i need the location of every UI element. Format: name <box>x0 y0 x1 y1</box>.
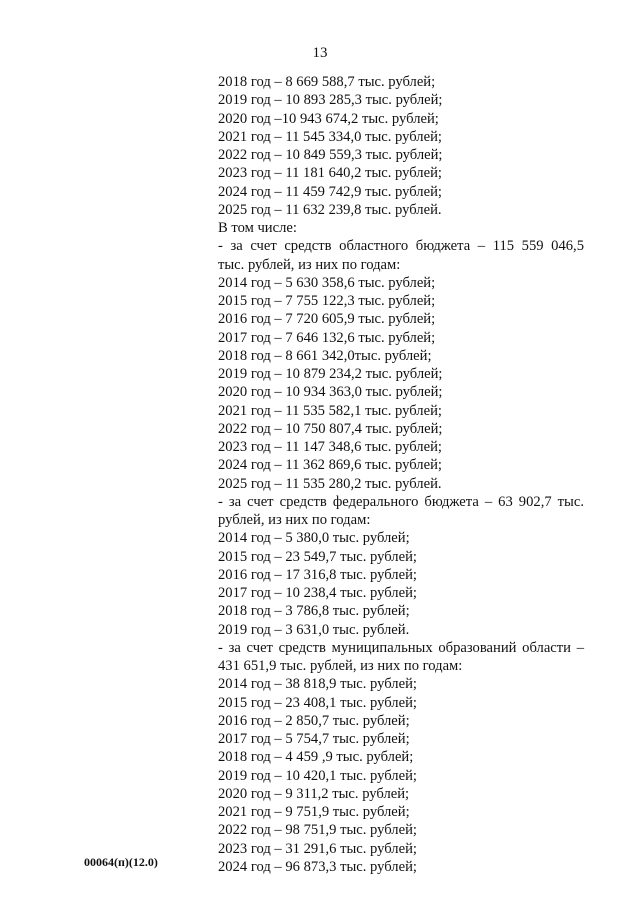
text-line: 2014 год – 5 630 358,6 тыс. рублей; <box>218 274 436 291</box>
text-line: 2015 год – 7 755 122,3 тыс. рублей; <box>218 293 436 309</box>
document-code: 00064(п)(12.0) <box>84 855 158 869</box>
text-line: 2017 год – 5 754,7 тыс. рублей; <box>218 731 410 747</box>
text-line: 2019 год – 10 420,1 тыс. рублей; <box>218 767 417 784</box>
page-number: 13 <box>312 45 328 61</box>
text-line: 2020 год –10 943 674,2 тыс. рублей; <box>218 110 439 127</box>
text-line: 2023 год – 11 181 640,2 тыс. рублей; <box>218 165 442 182</box>
text-line: 2018 год – 8 669 588,7 тыс. рублей; <box>218 74 436 90</box>
text-line: 2019 год – 3 631,0 тыс. рублей. <box>218 621 410 638</box>
text-line: 2025 год – 11 535 280,2 тыс. рублей. <box>218 475 442 492</box>
text-line: 2021 год – 9 751,9 тыс. рублей; <box>218 804 410 820</box>
text-line: 2020 год – 10 934 363,0 тыс. рублей; <box>218 384 443 401</box>
text-line: - за счет средств областного бюджета – 115 559 046,5 <box>218 238 584 255</box>
document-body <box>218 73 584 876</box>
text-line: 431 651,9 тыс. рублей, из них по годам: <box>218 658 463 674</box>
text-line: - за счет средств федерального бюджета – 63 902,7 тыс. <box>218 493 584 510</box>
text-line: тыс. рублей, из них по годам: <box>218 256 401 273</box>
text-line: 2018 год – 4 459 ,9 тыс. рублей; <box>218 749 414 766</box>
text-line: рублей, из них по годам: <box>218 512 371 528</box>
text-line: 2021 год – 11 545 334,0 тыс. рублей; <box>218 128 442 145</box>
text-line: 2023 год – 11 147 348,6 тыс. рублей; <box>218 439 442 455</box>
text-line: 2021 год – 11 535 582,1 тыс. рублей; <box>218 402 442 419</box>
text-line: 2020 год – 9 311,2 тыс. рублей; <box>218 785 410 802</box>
text-line: 2015 год – 23 549,7 тыс. рублей; <box>218 548 417 565</box>
text-line: - за счет средств муниципальных образований области – <box>218 639 584 656</box>
text-line: 2017 год – 7 646 132,6 тыс. рублей; <box>218 329 436 346</box>
text-line: 2016 год – 7 720 605,9 тыс. рублей; <box>218 311 436 328</box>
text-line: 2018 год – 8 661 342,0тыс. рублей; <box>218 347 432 364</box>
text-line: 2025 год – 11 632 239,8 тыс. рублей. <box>218 201 442 218</box>
text-line: 2022 год – 10 750 807,4 тыс. рублей; <box>218 420 443 437</box>
text-line: 2024 год – 11 362 869,6 тыс. рублей; <box>218 457 442 474</box>
text-line: 2014 год – 5 380,0 тыс. рублей; <box>218 530 410 547</box>
text-line: 2024 год – 11 459 742,9 тыс. рублей; <box>218 183 442 200</box>
text-line: 2023 год – 31 291,6 тыс. рублей; <box>218 840 417 857</box>
text-line: 2019 год – 10 879 234,2 тыс. рублей; <box>218 366 443 382</box>
text-line: 2022 год – 98 751,9 тыс. рублей; <box>218 822 417 839</box>
text-line: 2018 год – 3 786,8 тыс. рублей; <box>218 603 410 620</box>
text-line: 2015 год – 23 408,1 тыс. рублей; <box>218 694 417 711</box>
text-line: 2024 год – 96 873,3 тыс. рублей; <box>218 858 417 875</box>
text-line: 2019 год – 10 893 285,3 тыс. рублей; <box>218 92 443 109</box>
text-line: В том числе: <box>218 220 297 236</box>
text-line: 2017 год – 10 238,4 тыс. рублей; <box>218 585 417 601</box>
text-line: 2014 год – 38 818,9 тыс. рублей; <box>218 676 417 693</box>
text-line: 2016 год – 17 316,8 тыс. рублей; <box>218 566 417 583</box>
text-line: 2016 год – 2 850,7 тыс. рублей; <box>218 712 410 729</box>
text-line: 2022 год – 10 849 559,3 тыс. рублей; <box>218 147 443 163</box>
